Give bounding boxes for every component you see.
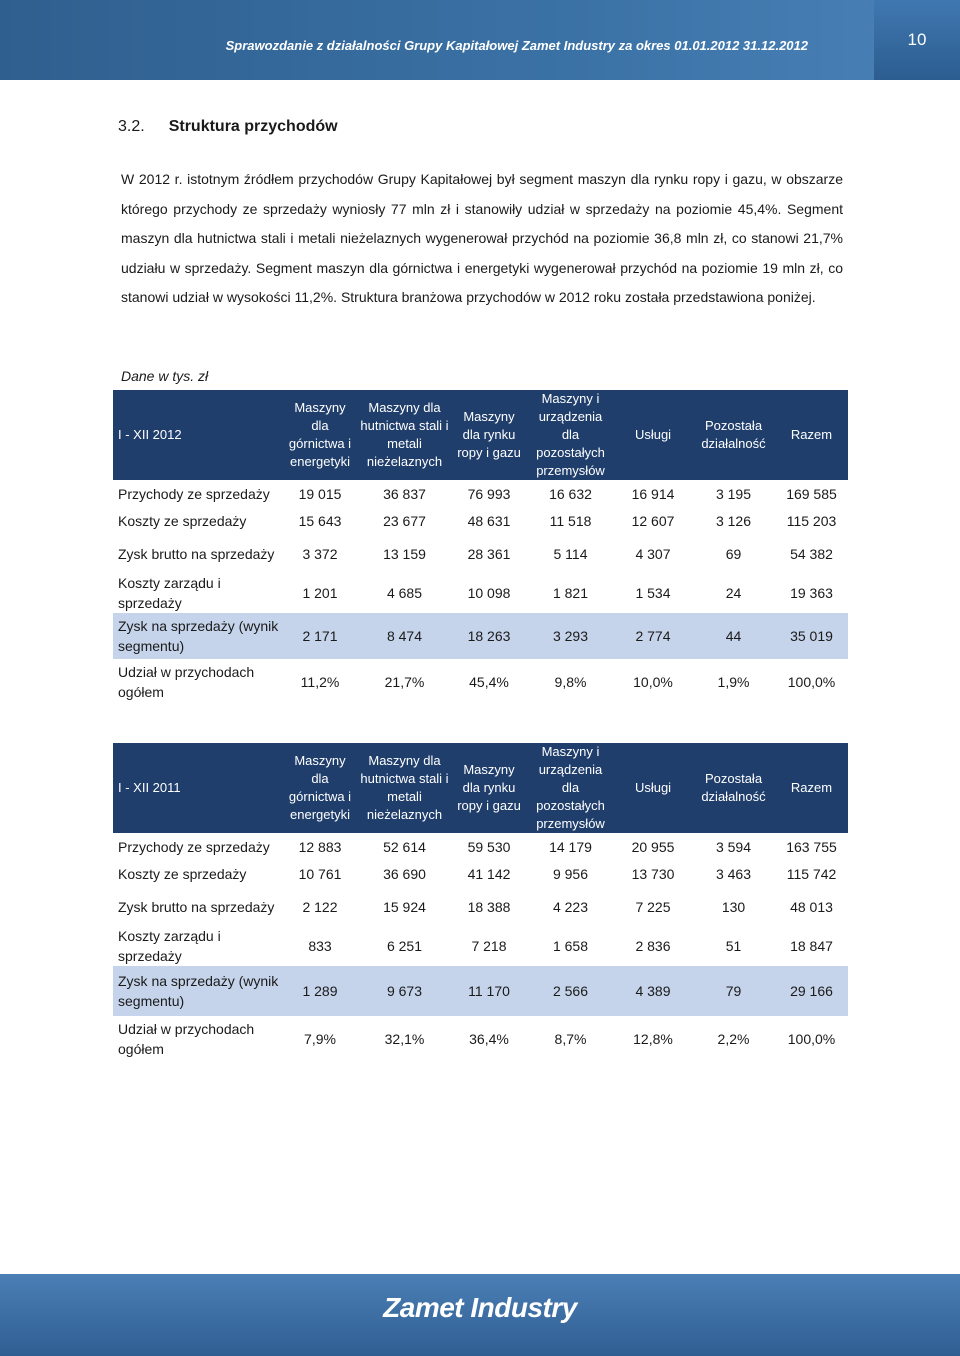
- table-cell: 1 534: [635, 585, 671, 601]
- table-cell: 18 388: [467, 898, 511, 915]
- table-cell: 11,2%: [300, 674, 340, 690]
- table-cell: 19 363: [790, 585, 833, 601]
- table-cell: 2 836: [635, 938, 671, 954]
- table-header-row: [113, 743, 848, 833]
- table-cell: 10,0%: [633, 674, 673, 690]
- table-cell: 3 195: [715, 485, 752, 502]
- column-header: Razem: [775, 743, 848, 833]
- table-cell: 35 019: [775, 613, 848, 659]
- row-label: Koszty ze sprzedaży: [118, 512, 247, 529]
- column-header: Maszyny i urządzenia dla pozostałych przemysłów: [527, 390, 614, 480]
- table-cell: 4 685: [386, 585, 423, 601]
- table-cell: 19 015: [298, 485, 342, 502]
- table-cell: 36,4%: [469, 1031, 509, 1047]
- table-cell: 18 263: [451, 613, 527, 659]
- column-header: Razem: [775, 390, 848, 480]
- table-cell: 1 658: [552, 938, 589, 954]
- table-cell: 21,7%: [384, 674, 425, 690]
- table-cell: 13 159: [383, 545, 426, 562]
- row-label: Zysk brutto na sprzedaży: [118, 545, 275, 562]
- table-cell: 833: [308, 938, 332, 954]
- table-cell: 10 761: [298, 865, 342, 882]
- page-number: 10: [874, 0, 960, 80]
- table-cell: 11 518: [549, 512, 592, 529]
- company-logo: Zamet Industry: [383, 1292, 577, 1323]
- table-cell: 2,2%: [717, 1031, 750, 1047]
- table-row: [113, 573, 848, 613]
- table-cell: 36 837: [383, 485, 426, 502]
- table-cell: 4 389: [614, 966, 692, 1016]
- table-row: [113, 860, 848, 887]
- table-cell: 44: [692, 613, 775, 659]
- table-cell: 1 289: [282, 966, 358, 1016]
- table-cell: 9,8%: [554, 674, 587, 690]
- table-row: [113, 534, 848, 573]
- table-cell: 20 955: [631, 838, 675, 855]
- column-header: Pozostała działalność: [692, 743, 775, 833]
- table-cell: 29 166: [775, 966, 848, 1016]
- column-header: Maszyny dla górnictwa i energetyki: [282, 390, 358, 480]
- table-cell: 18 847: [790, 938, 833, 954]
- table-cell: 4 307: [635, 545, 671, 562]
- row-label: Zysk na sprzedaży (wynik segmentu): [113, 613, 282, 659]
- page-header: [0, 0, 960, 80]
- table-cell: 10 098: [467, 585, 511, 601]
- table-cell: 100,0%: [787, 1031, 836, 1047]
- column-header: Maszyny dla rynku ropy i gazu: [451, 390, 527, 480]
- table-cell: 59 530: [467, 838, 511, 855]
- table-cell: 48 013: [790, 898, 833, 915]
- table-row: [113, 1016, 848, 1062]
- table-cell: 76 993: [467, 485, 511, 502]
- section-heading: [118, 118, 338, 136]
- column-header: Maszyny dla hutnictwa stali i metali nieżelaznych: [358, 743, 451, 833]
- row-label: Udział w przychodach ogółem: [118, 664, 255, 700]
- table-cell: 8,7%: [554, 1031, 587, 1047]
- column-header: Maszyny dla hutnictwa stali i metali nieżelaznych: [358, 390, 451, 480]
- table-cell: 2 122: [302, 898, 338, 915]
- table-cell: 7,9%: [304, 1031, 336, 1047]
- revenue-table-2011: [113, 743, 848, 1062]
- column-header: Pozostała działalność: [692, 390, 775, 480]
- table-cell: 48 631: [467, 512, 511, 529]
- table-row: [113, 887, 848, 926]
- table-cell: 115 203: [786, 512, 837, 529]
- units-note: Dane w tys. zł: [121, 368, 209, 384]
- table-cell: 24: [725, 585, 742, 601]
- table-cell: 8 474: [358, 613, 451, 659]
- table-cell: 41 142: [467, 865, 511, 882]
- table-cell: 54 382: [790, 545, 833, 562]
- table-cell: 12,8%: [633, 1031, 673, 1047]
- table-cell: 36 690: [383, 865, 426, 882]
- table-cell: 7 225: [635, 898, 671, 915]
- table-cell: 16 914: [631, 485, 675, 502]
- table-cell: 14 179: [549, 838, 592, 855]
- table-cell: 130: [721, 898, 746, 915]
- table-cell: 15 643: [298, 512, 342, 529]
- table-header-row: [113, 390, 848, 480]
- body-paragraph: W 2012 r. istotnym źródłem przychodów Grupy Kapitałowej był segment maszyn dla rynku ropy i gazu, w obszarze którego przychody ze sprzedaży wyniosły 77 mln zł i stanowiły udział w sprzedaży na poziomie 45,4%. Segment maszyn dla hutnictwa stali i metali nieżelaznych wygenerował przychód na poziomie 36,8 mln zł, co stanowi 21,7% udziału w sprzedaży. Segment maszyn dla górnictwa i energetyki wygenerował przychód na poziomie 19 mln zł, co stanowi udział w wysokości 11,2%. Struktura branżowa przychodów w 2012 roku została przedstawiona poniżej.: [121, 171, 843, 305]
- section-title: Struktura przychodów: [168, 118, 338, 135]
- table-cell: 5 114: [553, 545, 588, 562]
- table-cell: 79: [692, 966, 775, 1016]
- table-cell: 28 361: [467, 545, 511, 562]
- table-row-highlighted: [113, 966, 848, 1016]
- row-label: Przychody ze sprzedaży: [118, 485, 270, 502]
- section-number: 3.2.: [118, 118, 145, 135]
- column-header: Maszyny dla rynku ropy i gazu: [451, 743, 527, 833]
- table-cell: 2 774: [614, 613, 692, 659]
- table-row: [113, 659, 848, 705]
- table-cell: 2 171: [282, 613, 358, 659]
- table-cell: 9 956: [552, 865, 589, 882]
- header-title: Sprawozdanie z działalności Grupy Kapitałowej Zamet Industry za okres 01.01.2012 31.12.2012: [225, 38, 808, 53]
- table-cell: 13 730: [631, 865, 675, 882]
- table-cell: 52 614: [383, 838, 426, 855]
- column-header: Maszyny dla górnictwa i energetyki: [282, 743, 358, 833]
- row-label: Koszty zarządu i sprzedaży: [118, 928, 221, 964]
- table-cell: 23 677: [383, 512, 426, 529]
- row-label: Zysk brutto na sprzedaży: [118, 898, 275, 915]
- table-cell: 3 594: [715, 838, 752, 855]
- column-header: Usługi: [614, 390, 692, 480]
- revenue-table-2012: [113, 390, 848, 705]
- table-cell: 16 632: [549, 485, 592, 502]
- row-label: Udział w przychodach ogółem: [118, 1021, 255, 1057]
- table-row: [113, 480, 848, 507]
- column-header: Maszyny i urządzenia dla pozostałych przemysłów: [527, 743, 614, 833]
- table-cell: 12 607: [631, 512, 675, 529]
- table-cell: 163 755: [786, 838, 837, 855]
- table-cell: 69: [725, 545, 742, 562]
- table-row: [113, 926, 848, 966]
- table-cell: 3 372: [302, 545, 338, 562]
- row-label: Przychody ze sprzedaży: [118, 838, 270, 855]
- table-cell: 1 201: [302, 585, 338, 601]
- row-label: Koszty zarządu i sprzedaży: [118, 575, 221, 611]
- table-cell: 100,0%: [787, 674, 836, 690]
- table-cell: 32,1%: [384, 1031, 425, 1047]
- table-cell: 169 585: [786, 485, 837, 502]
- table-cell: 51: [725, 938, 742, 954]
- table-row-highlighted: [113, 613, 848, 659]
- table-cell: 7 218: [471, 938, 507, 954]
- table-cell: 45,4%: [469, 674, 509, 690]
- table-cell: 1,9%: [717, 674, 750, 690]
- table-cell: 115 742: [786, 865, 837, 882]
- period-header: I - XII 2012: [113, 390, 282, 480]
- table-row: [113, 507, 848, 534]
- table-cell: 3 126: [715, 512, 752, 529]
- row-label: Koszty ze sprzedaży: [118, 865, 247, 882]
- column-header: Usługi: [614, 743, 692, 833]
- row-label: Zysk na sprzedaży (wynik segmentu): [113, 966, 282, 1016]
- table-row: [113, 833, 848, 860]
- table-cell: 6 251: [386, 938, 423, 954]
- table-cell: 3 293: [527, 613, 614, 659]
- table-cell: 15 924: [383, 898, 426, 915]
- table-cell: 2 566: [527, 966, 614, 1016]
- table-cell: 12 883: [298, 838, 342, 855]
- table-cell: 1 821: [552, 585, 589, 601]
- table-cell: 11 170: [451, 966, 527, 1016]
- table-cell: 4 223: [552, 898, 589, 915]
- period-header: I - XII 2011: [113, 743, 282, 833]
- table-cell: 3 463: [715, 865, 752, 882]
- table-cell: 9 673: [358, 966, 451, 1016]
- page-footer: [0, 1274, 960, 1356]
